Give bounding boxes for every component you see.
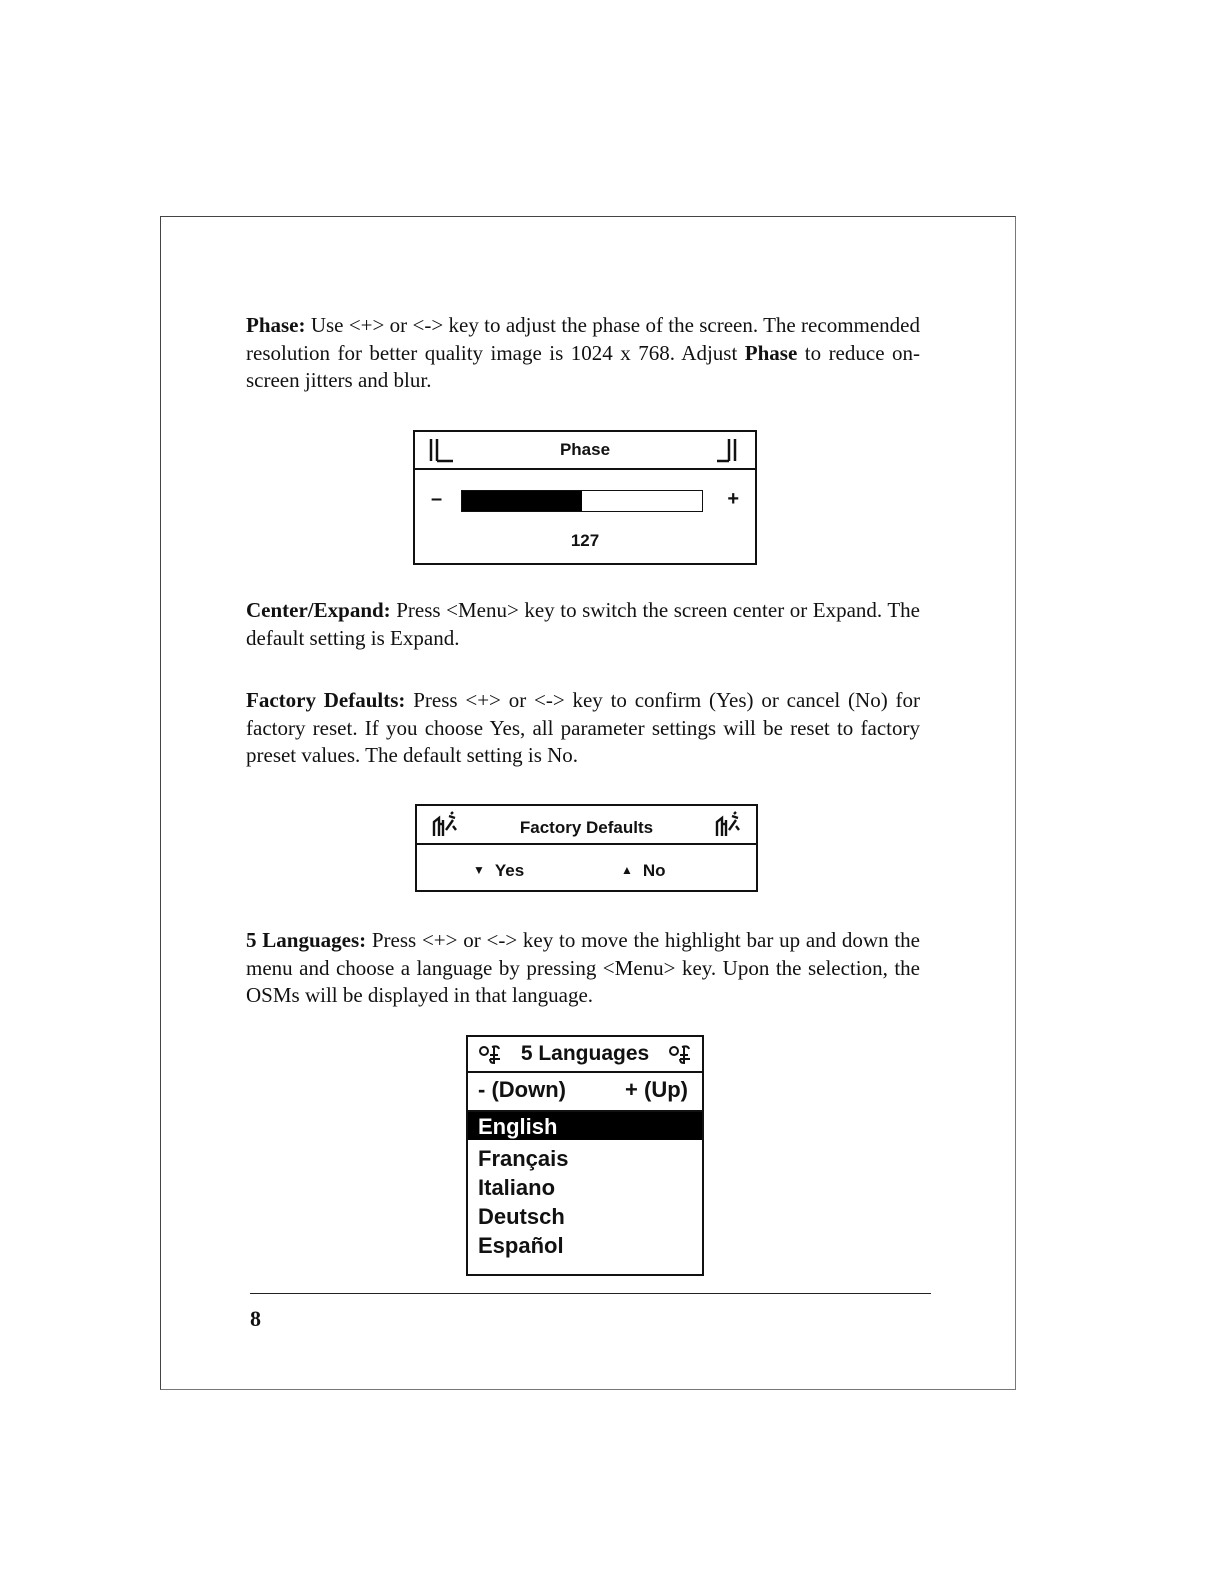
phase-text-1: Use <+> or <-> key to adjust the phase of the screen. The recommended resolution for better quality image is 1024 x 768. Adjust [246,313,920,365]
language-list [468,1112,702,1260]
factory-osd-title: Factory Defaults [519,818,654,837]
phase-inline-bold: Phase [744,340,798,365]
languages-text: Press <+> or <-> key to move the highlight bar up and down the menu and choose a language by pressing <Menu> key. Upon the selection, the OSMs will be displayed in that language. [246,928,920,1007]
languages-paragraph [246,927,920,1010]
language-item-espanol[interactable]: Español [478,1233,564,1258]
phase-level-fill [462,491,582,511]
language-item-italiano[interactable]: Italiano [478,1175,556,1200]
footer-rule [250,1293,931,1294]
center-expand-text: Press <Menu> key to switch the screen center or Expand. The default setting is Expand. [246,598,920,650]
center-expand-paragraph [246,597,920,652]
triangle-down-icon: ▼ [473,863,485,877]
phase-level-bar[interactable] [461,490,703,512]
yes-option[interactable] [473,861,524,881]
factory-defaults-label: Factory Defaults: [246,688,406,712]
factory-reset-icon [712,810,742,840]
language-icon [668,1043,692,1065]
factory-osd-header [417,806,756,845]
phase-label: Phase: [246,313,306,337]
triangle-up-icon: ▲ [621,863,633,877]
language-item-francais[interactable]: Français [478,1146,569,1171]
decrease-symbol: – [431,488,443,510]
phase-pulse-icon [715,437,745,465]
increase-symbol: + [727,488,739,510]
language-osd-title: 5 Languages [520,1042,650,1065]
up-control-label: + (Up) [625,1077,688,1102]
factory-defaults-text: Press <+> or <-> key to confirm (Yes) or cancel (No) for factory reset. If you choose Yes, all parameter settings will be reset to factory preset values. The default setting is No. [246,688,920,767]
no-option[interactable] [621,861,666,881]
phase-osd-panel [413,430,757,565]
phase-paragraph [246,312,920,395]
language-osd-header [468,1037,702,1073]
center-expand-label: Center/Expand: [246,598,391,622]
yes-label: Yes [494,861,525,880]
no-label: No [642,861,666,880]
page-number: 8 [250,1306,261,1331]
languages-osd-panel [466,1035,704,1276]
factory-defaults-osd-panel [415,804,758,892]
language-item-deutsch[interactable]: Deutsch [478,1204,565,1229]
direction-row [468,1073,702,1112]
down-control-label: - (Down) [478,1077,566,1102]
phase-osd-title: Phase [559,440,611,459]
language-item-english[interactable]: English [468,1112,702,1140]
languages-label: 5 Languages: [246,928,367,952]
phase-text-2: to reduce on-screen jitters and blur. [246,340,920,392]
phase-osd-header [415,432,755,470]
factory-defaults-paragraph [246,687,920,770]
phase-value: 127 [570,531,600,550]
